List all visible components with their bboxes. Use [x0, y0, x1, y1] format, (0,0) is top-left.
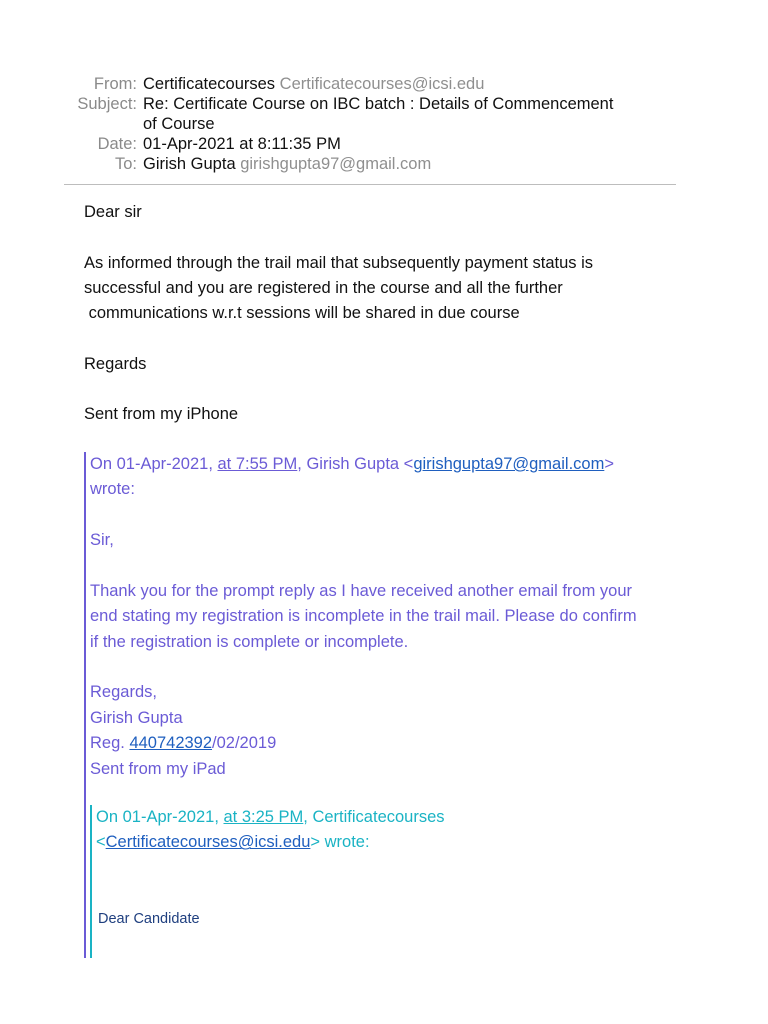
header-divider: [64, 184, 676, 185]
quote2-intro-lt: <: [96, 833, 106, 852]
quote1-reg: [90, 731, 686, 756]
quote1-line-1: Thank you for the prompt reply as I have received another email from your: [90, 581, 633, 600]
quote2-intro: [96, 805, 672, 830]
quote1-reg-prefix: Reg.: [90, 734, 130, 753]
body-line-3: communications w.r.t sessions will be shared in due course: [84, 304, 520, 323]
quote1-regards: Regards,: [90, 683, 157, 702]
quote2-email-link[interactable]: Certificatecourses@icsi.edu: [105, 833, 311, 852]
quote1-intro: [90, 452, 686, 477]
quote1-intro-prefix: On 01-Apr-2021,: [90, 455, 218, 473]
greeting: Dear sir: [84, 203, 142, 221]
to-label: To:: [114, 155, 137, 173]
signature: Sent from my iPhone: [84, 405, 239, 424]
quote1-salutation: Sir,: [90, 531, 114, 550]
quote1-reg-suffix: /02/2019: [212, 734, 277, 753]
quote2-greeting: Dear Candidate: [98, 911, 200, 927]
subject-row: [64, 94, 676, 114]
quote2-time-link[interactable]: at 3:25 PM: [223, 808, 304, 826]
quote1-intro-suffix: >: [604, 455, 614, 473]
quote1-name: Girish Gupta: [90, 708, 183, 727]
quoted-reply-certificatecourses: [90, 805, 672, 958]
quote1-line-3: if the registration is complete or incomplete.: [90, 632, 409, 651]
quote1-signature: Sent from my iPad: [90, 759, 226, 778]
subject-line-1: Re: Certificate Course on IBC batch : Details of Commencement: [143, 95, 614, 113]
subject-label: Subject:: [77, 95, 137, 113]
quote1-email-link[interactable]: girishgupta97@gmail.com: [413, 455, 605, 473]
message-body: [84, 200, 674, 428]
quote1-wrote: wrote:: [90, 480, 135, 499]
to-row: [64, 154, 676, 174]
body-line-1: As informed through the trail mail that subsequently payment status is: [84, 253, 594, 272]
subject-row-cont: [64, 114, 676, 134]
quote2-intro-mid: , Certificatecourses: [303, 808, 445, 826]
date-row: [64, 134, 676, 154]
quoted-reply-girish: [84, 452, 686, 958]
from-label: From:: [93, 75, 137, 93]
email-header: [64, 74, 676, 174]
date-label: Date:: [97, 135, 137, 153]
body-line-2: successful and you are registered in the course and all the further: [84, 278, 563, 297]
regards: Regards: [84, 354, 147, 373]
to-email[interactable]: girishgupta97@gmail.com: [240, 155, 432, 173]
subject-line-2: of Course: [143, 115, 215, 133]
quote1-line-2: end stating my registration is incomplete in the trail mail. Please do confirm: [90, 607, 637, 626]
from-row: [64, 74, 676, 94]
to-name: Girish Gupta: [143, 155, 236, 173]
from-name: Certificatecourses: [143, 75, 276, 93]
quote1-reg-number-link[interactable]: 440742392: [129, 734, 213, 753]
quote2-intro-prefix: On 01-Apr-2021,: [96, 808, 224, 826]
date-value: 01-Apr-2021 at 8:11:35 PM: [143, 135, 341, 153]
quote2-intro-line-2: [96, 830, 672, 855]
quote1-time-link[interactable]: at 7:55 PM: [217, 455, 298, 473]
from-email[interactable]: Certificatecourses@icsi.edu: [279, 75, 485, 93]
quote2-intro-suffix: > wrote:: [310, 833, 370, 852]
quote1-intro-mid: , Girish Gupta <: [297, 455, 414, 473]
